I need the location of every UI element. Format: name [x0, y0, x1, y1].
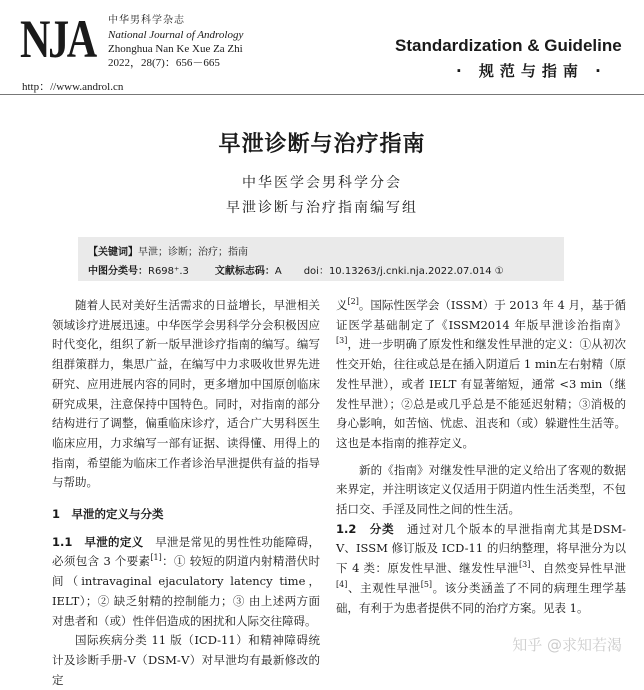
section-heading-1: 1 早泄的定义与分类 — [52, 507, 164, 522]
citation-ref[interactable]: [4] — [336, 580, 348, 590]
citation-ref[interactable]: [1] — [150, 553, 162, 563]
journal-logo: NJA — [20, 9, 95, 69]
text-fragment: 通过对几个版本的早泄指南尤其是DSM-Ⅴ、ISSM 修订版及 ICD-11 的归纳整理，将早泄分为以下 4 类：原发性早泄、继发性早泄 — [336, 521, 626, 576]
left-column — [52, 296, 320, 690]
citation-ref[interactable]: [2] — [347, 297, 359, 307]
journal-pinyin: Zhonghua Nan Ke Xue Za Zhi — [108, 43, 243, 55]
doc-code-value: A — [274, 266, 282, 277]
author-society: 中华医学会男科学分会 — [242, 175, 402, 191]
definition-text-b: ：① 较短的阴道内射精潜伏时间（intravaginal ejaculatory latency time，IELT）；② 缺乏射精的控制能力；③ 由上述两方面对患者和（或）性伴侣造成的困扰和人际交往障碍。 — [52, 554, 320, 628]
definition-paragraph — [52, 533, 320, 632]
citation-ref[interactable]: [3] — [518, 560, 531, 570]
right-column — [336, 296, 626, 618]
definition-text-a: 早泄是常见的男性性功能障碍，必须包含 3 个要素 — [52, 534, 321, 569]
journal-name-en: National Journal of Andrology — [108, 29, 244, 41]
citation-ref[interactable]: [3] — [336, 336, 348, 346]
intro-paragraph: 随着人民对美好生活需求的日益增长，早泄相关领域诊疗进展迅速。中华医学会男科学分会积极因应时代变化，组织了新一版早泄诊疗指南的编写。编写组群策群力，集思广益，在编写中力求吸收世界先进研究、应用进展内容的同时，更多增加中国原创临床研究成果，注意保持中国特色。同时，对指南的部分结构进行了调整，偏重临床诊疗，适合广大男科医生临床应用，力求编写一部有证据、读得懂、用得上的指南，希望能为临床工作者诊治早泄提供有益的指导与帮助。 — [52, 298, 320, 490]
classification-paragraph — [336, 520, 626, 619]
doi[interactable]: doi：10.13263/j.cnki.nja.2022.07.014 ① — [303, 266, 504, 277]
citation-ref[interactable]: [5] — [420, 580, 433, 590]
doc-code-label: 文献标志码： — [214, 266, 275, 277]
keywords-label: 【关键词】 — [88, 247, 138, 258]
text-fragment: 、自然变异性早泄 — [530, 561, 626, 576]
classification-line — [88, 262, 504, 277]
clc-value: R698⁺.3 — [148, 266, 189, 277]
author-group: 早泄诊断与治疗指南编写组 — [226, 200, 418, 216]
text-fragment: 。国际性医学会（ISSM）于 2013 年 4 月，基于循证医学基础制定了《ISSM2014 年版早泄诊治指南》 — [336, 298, 627, 332]
secondary-pe-paragraph: 新的《指南》对继发性早泄的定义给出了客观的数据来界定，并注明该定义仅适用于阴道内性生活类型，不包括口交、手淫及同性之间的性生活。 — [336, 462, 626, 517]
definition-continued-paragraph — [336, 296, 626, 454]
journal-info — [108, 14, 243, 70]
header-divider — [0, 94, 644, 95]
text-fragment: 、主观性早泄 — [347, 580, 421, 595]
icd-paragraph: 国际疾病分类 11 版（ICD-11）和精神障碍统计及诊断手册-Ⅴ（DSM-Ⅴ）对早泄均有最新修改的定 — [52, 633, 320, 687]
text-fragment: 义 — [336, 298, 348, 312]
journal-name-cn: 中华男科学杂志 — [108, 15, 185, 26]
clc-label: 中图分类号： — [88, 266, 148, 277]
section-title-cn: · 规范与指南 · — [456, 62, 607, 80]
journal-issue: 2022，28(7)：656－665 — [108, 57, 220, 69]
text-fragment: ，进一步明确了原发性和继发性早泄的定义：①从初次性交开始，往往或总是在插入阴道后 1 min左右射精（原发性早泄），或者 IELT 有显著缩短，通常 <3 min（继发性早泄）；②总是或几乎总是不能延迟射精；③消极的身心影响，如苦恼、忧虑、沮丧和（或）躲避性生活等。这也是本指南的推荐定义。 — [336, 337, 626, 450]
zhihu-watermark: 知乎 @求知若渴 — [512, 636, 622, 654]
subsection-label-1-1: 1.1 早泄的定义 — [52, 534, 144, 549]
article-title: 早泄诊断与治疗指南 — [218, 132, 426, 157]
keywords-line — [88, 243, 248, 258]
keywords: 早泄；诊断；治疗；指南 — [138, 247, 248, 258]
subsection-label-1-2: 1.2 分类 — [336, 521, 395, 536]
journal-url[interactable]: http：//www.androl.cn — [22, 81, 124, 93]
section-title-en: Standardization & Guideline — [395, 36, 622, 55]
text-fragment: 。该分类涵盖了不同的病理生理学基础，有利于为患者提供不同的治疗方案。见表 1。 — [336, 580, 627, 615]
